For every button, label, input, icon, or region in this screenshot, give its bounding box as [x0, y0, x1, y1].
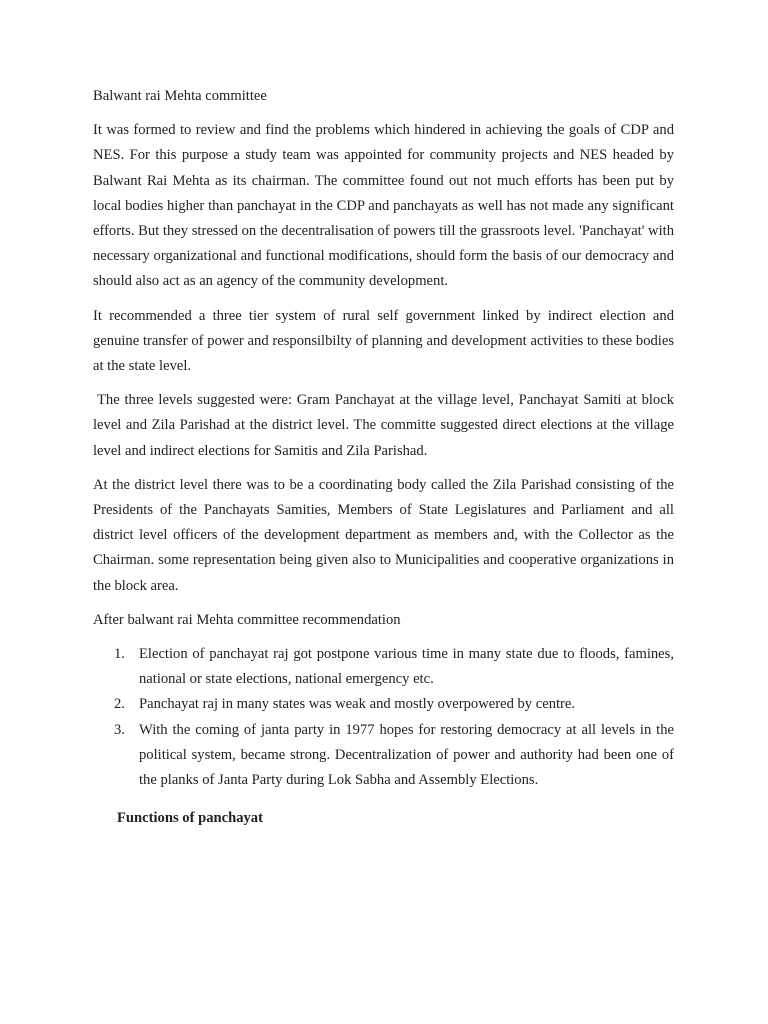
list-item-number: 2. — [114, 696, 125, 713]
paragraph-three-tier-recommendation: It recommended a three tier system of rural self government linked by indirect election and genuine transfer of power and responsilbilty of planning and development activities to these bodies at the state level. — [93, 307, 674, 375]
paragraph-committee-purpose: It was formed to review and find the problems which hindered in achieving the goals of CDP and NES. For this purpose a study team was appointed for community projects and NES headed by Balwant Rai Mehta as its chairman. The committee found out not much efforts has been put by local bodies higher than panchayat in the CDP and panchayats as well has not made any significant efforts. But they stressed on the decentralisation of powers till the grassroots level. 'Panchayat' with necessary organizational and functional modifications, should form the basis of our democracy and should also act as an agency of the community development. — [93, 122, 674, 290]
section-heading: Functions of panchayat — [117, 810, 263, 827]
paragraph-district-level: At the district level there was to be a coordinating body called the Zila Parishad consisting of the Presidents of the Panchayats Samities, Members of State Legislatures and Parliament and all district level officers of the development department as members and, with the Collector as the Chairman. some representation being given also to Municipalities and cooperative organizations in the block area. — [93, 476, 674, 594]
recommendation-list — [93, 642, 674, 793]
list-item-text: Election of panchayat raj got postpone various time in many state due to floods, famines, national or state elections, national emergency etc. — [139, 646, 674, 688]
paragraph-three-levels: The three levels suggested were: Gram Panchayat at the village level, Panchayat Samiti at block level and Zila Parishad at the district level. The committe suggested direct elections at the village level and indirect elections for Samitis and Zila Parishad. — [93, 392, 674, 459]
list-item-text: With the coming of janta party in 1977 hopes for restoring democracy at all levels in the political system, became strong. Decentralization of power and authority had been one of the planks of Janta Party during Lok Sabha and Assembly Elections. — [139, 721, 674, 789]
list-item-number: 1. — [114, 646, 125, 663]
list-item — [93, 692, 674, 717]
list-item-text: Panchayat raj in many states was weak and mostly overpowered by centre. — [139, 696, 576, 713]
document-title: Balwant rai Mehta committee — [93, 88, 267, 104]
list-item — [93, 718, 674, 794]
list-intro: After balwant rai Mehta committee recommendation — [93, 611, 401, 628]
list-item-number: 3. — [114, 721, 125, 738]
list-item — [93, 642, 674, 692]
